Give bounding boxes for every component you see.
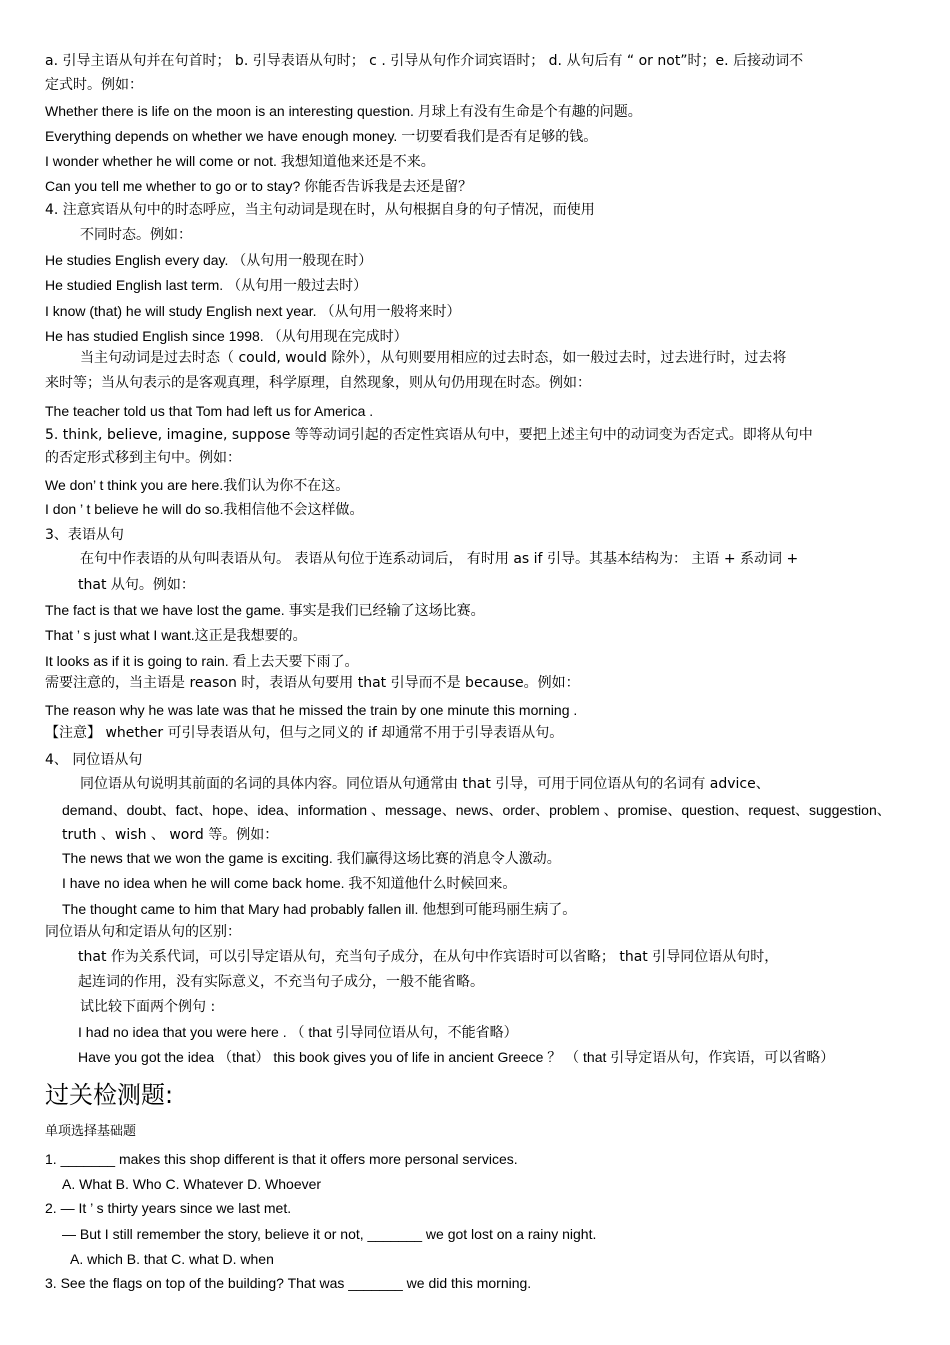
example-sentence: He has studied English since 1998. （从句用现在完成时） — [45, 328, 408, 344]
line-usage-list-cont: 定式时。例如： — [45, 77, 143, 93]
comparison-text: that 作为关系代词，可以引导定语从句，充当句子成分，在从句中作宾语时可以省略； that 引导同位语从句时， — [78, 949, 779, 965]
example-sentence: I know (that) he will study English next year. （从句用一般将来时） — [45, 303, 461, 319]
quiz-heading: 过关检测题: — [45, 1081, 174, 1109]
section-heading-appositive-clause: 4、 同位语从句 — [45, 752, 143, 768]
example-sentence: Everything depends on whether we have enough money. 一切要看我们是否有足够的钱。 — [45, 128, 598, 144]
whether-note: 【注意】 whether 可引导表语从句，但与之同义的 if 却通常不用于引导表语从句。 — [45, 725, 564, 741]
appositive-clause-definition: 同位语从句说明其前面的名词的具体内容。同位语从句通常由 that 引导，可用于同位语从句的名词有 advice、 — [80, 776, 770, 792]
quiz-section-label: 单项选择基础题 — [45, 1124, 137, 1139]
rule-4: 4. 注意宾语从句中的时态呼应，当主句动词是现在时，从句根据自身的句子情况，而使用 — [45, 202, 595, 218]
reason-note: 需要注意的，当主语是 reason 时，表语从句要用 that 引导而不是 because。例如： — [45, 675, 580, 691]
example-sentence: The news that we won the game is exciting. 我们赢得这场比赛的消息令人激动。 — [62, 850, 561, 866]
example-sentence: We don’ t think you are here.我们认为你不在这。 — [45, 477, 350, 493]
question-2: 2. — It ’ s thirty years since we last met. — [45, 1200, 292, 1216]
comparison-text-cont: 起连词的作用，没有实际意义，不充当句子成分，一般不能省略。 — [78, 974, 484, 990]
appositive-noun-list-cont: truth 、wish 、 word 等。例如： — [62, 827, 279, 843]
question-1: 1. _______ makes this shop different is that it offers more personal services. — [45, 1151, 518, 1167]
past-tense-note-cont: 来时等；当从句表示的是客观真理，科学原理，自然现象，则从句仍用现在时态。例如： — [45, 375, 591, 391]
example-sentence: He studied English last term. （从句用一般过去时） — [45, 277, 368, 293]
rule-5: 5. think, believe, imagine, suppose 等等动词引起的否定性宾语从句中，要把上述主句中的动词变为否定式。即将从句中 — [45, 427, 813, 443]
example-sentence: The fact is that we have lost the game. 事实是我们已经输了这场比赛。 — [45, 602, 485, 618]
comparison-heading: 同位语从句和定语从句的区别： — [45, 924, 241, 940]
example-sentence: Have you got the idea （that） this book gives you of life in ancient Greece ？ （ that 引导定语从句，作宾语，可以省略） — [78, 1049, 835, 1065]
line-usage-list: a. 引导主语从句并在句首时； b. 引导表语从句时； c . 引导从句作介词宾语时； d. 从句后有 “ or not”时；e. 后接动词不 — [45, 53, 804, 69]
rule-5-cont: 的否定形式移到主句中。例如： — [45, 450, 241, 466]
question-2-line2: — But I still remember the story, believe it or not, _______ we got lost on a rainy night. — [62, 1226, 597, 1242]
example-sentence: That ’ s just what I want.这正是我想要的。 — [45, 627, 307, 643]
predicative-clause-definition-cont: that 从句。例如： — [78, 577, 195, 593]
appositive-noun-list: demand、doubt、fact、hope、idea、information 、message、news、order、problem 、promise、question、request、suggestion、 — [62, 802, 891, 818]
question-2-options: A. which B. that C. what D. when — [70, 1251, 274, 1267]
predicative-clause-definition: 在句中作表语的从句叫表语从句。 表语从句位于连系动词后， 有时用 as if 引导。其基本结构为： 主语 + 系动词 + — [80, 551, 799, 567]
example-sentence: The thought came to him that Mary had probably fallen ill. 他想到可能玛丽生病了。 — [62, 901, 577, 917]
question-3: 3. See the flags on top of the building? That was _______ we did this morning. — [45, 1275, 532, 1291]
example-sentence: I have no idea when he will come back home. 我不知道他什么时候回来。 — [62, 875, 517, 891]
question-1-options: A. What B. Who C. Whatever D. Whoever — [62, 1176, 322, 1192]
example-sentence: The teacher told us that Tom had left us for America . — [45, 403, 374, 419]
example-sentence: I had no idea that you were here . （ that 引导同位语从句，不能省略） — [78, 1024, 518, 1040]
example-sentence: He studies English every day. （从句用一般现在时） — [45, 252, 373, 268]
compare-prompt: 试比较下面两个例句 : — [80, 999, 216, 1015]
example-sentence: Whether there is life on the moon is an interesting question. 月球上有没有生命是个有趣的问题。 — [45, 103, 642, 119]
section-heading-predicative-clause: 3、表语从句 — [45, 527, 124, 543]
past-tense-note: 当主句动词是过去时态（ could, would 除外），从句则要用相应的过去时态，如一般过去时，过去进行时，过去将 — [80, 350, 787, 366]
example-sentence: I wonder whether he will come or not. 我想知道他来还是不来。 — [45, 153, 435, 169]
example-sentence: I don ’ t believe he will do so.我相信他不会这样做。 — [45, 501, 364, 517]
rule-4-cont: 不同时态。例如： — [80, 227, 192, 243]
example-sentence: Can you tell me whether to go or to stay? 你能否告诉我是去还是留？ — [45, 178, 473, 194]
example-sentence: The reason why he was late was that he missed the train by one minute this morning . — [45, 702, 578, 718]
example-sentence: It looks as if it is going to rain. 看上去天要下雨了。 — [45, 653, 359, 669]
